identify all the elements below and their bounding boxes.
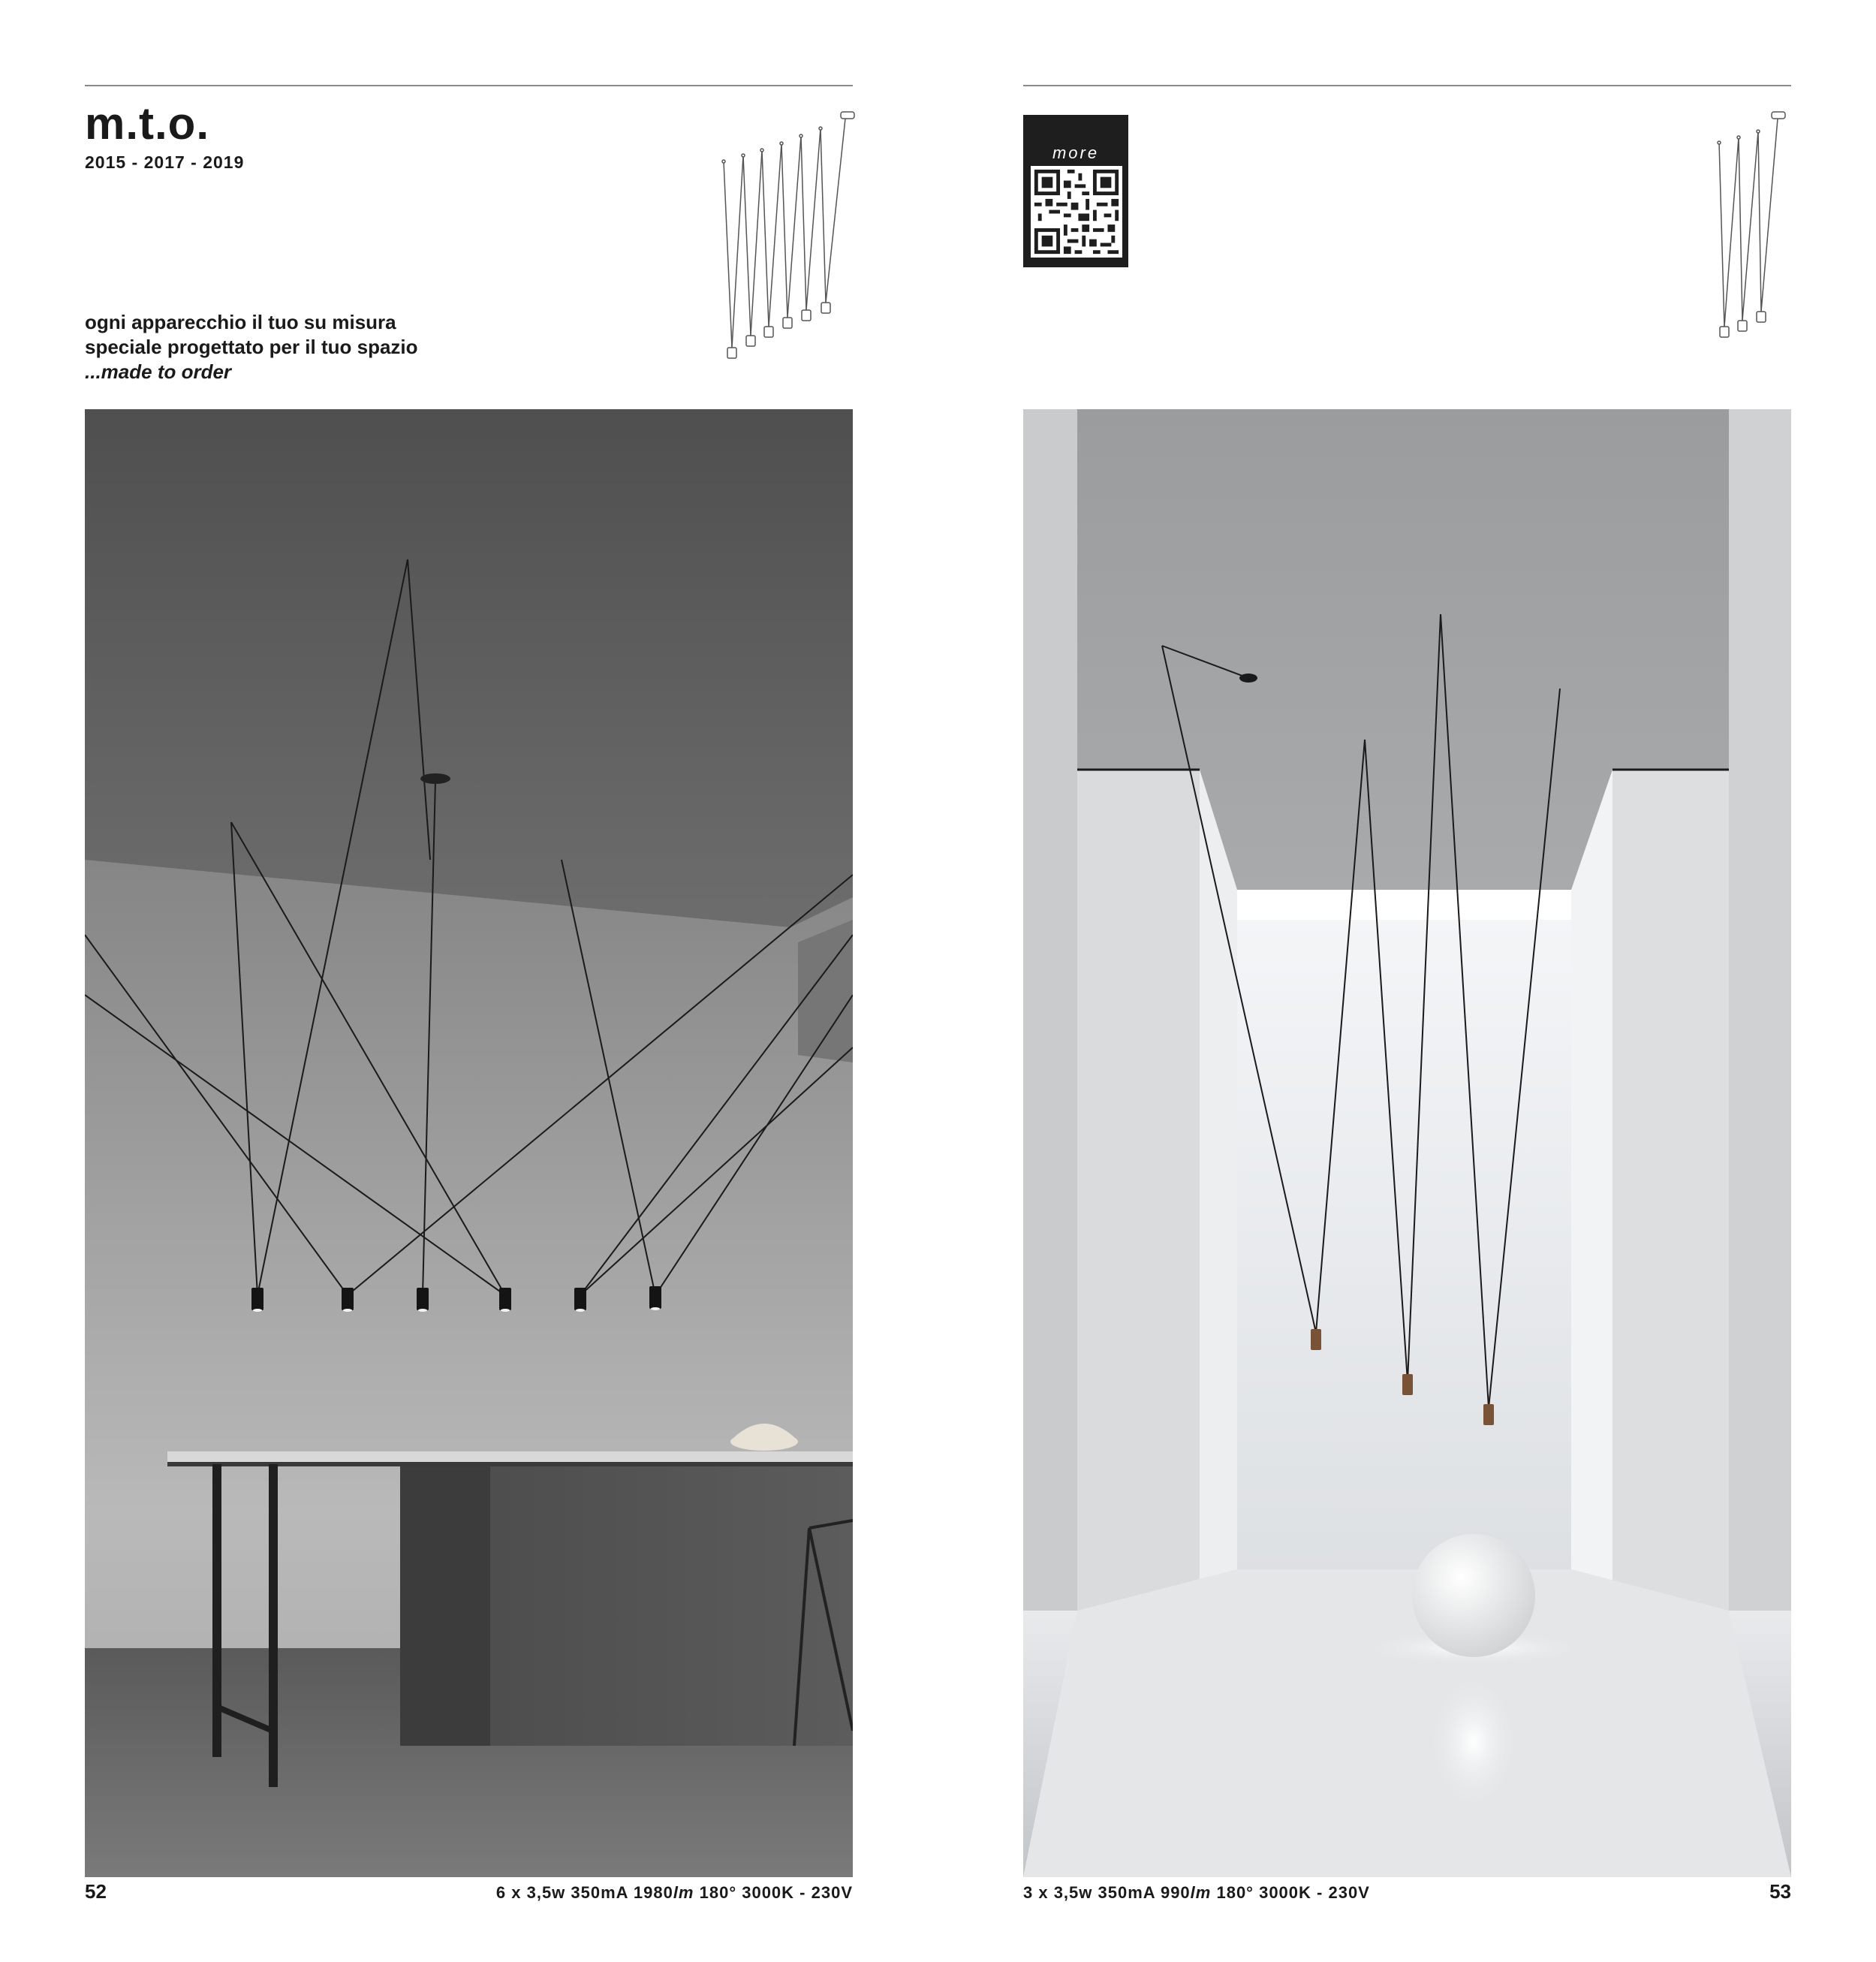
tagline-line-3: ...made to order [85,360,232,383]
top-rule [85,85,853,86]
top-rule [1023,85,1791,86]
three-pendant-lamps-sketch-icon [1712,109,1794,349]
lamp-spec [496,1883,853,1903]
qr-label: more [1052,143,1100,162]
spec-main: 3 x 3,5w 350mA 990 [1023,1883,1191,1902]
product-tagline [85,310,418,384]
right-product-photo [1023,409,1791,1877]
right-page [938,0,1876,1962]
six-pendant-lamps-sketch-icon [713,109,863,364]
spec-rest: 180° 3000K - 230V [1211,1883,1370,1902]
page-number: 52 [85,1880,107,1903]
product-years: 2015 - 2017 - 2019 [85,152,245,172]
spec-unit: lm [673,1883,694,1902]
lamp-spec [1023,1883,1370,1903]
product-title: m.t.o. [85,98,209,149]
left-product-photo [85,409,853,1877]
more-qr-box[interactable] [1023,115,1128,267]
tagline-line-1: ogni apparecchio il tuo su misura [85,311,396,333]
spec-unit: lm [1190,1883,1212,1902]
spec-rest: 180° 3000K - 230V [694,1883,853,1902]
tagline-line-2: speciale progettato per il tuo spazio [85,336,418,358]
page-number: 53 [1769,1880,1791,1903]
qr-code-icon[interactable] [1031,166,1122,258]
spec-main: 6 x 3,5w 350mA 1980 [495,1883,673,1902]
